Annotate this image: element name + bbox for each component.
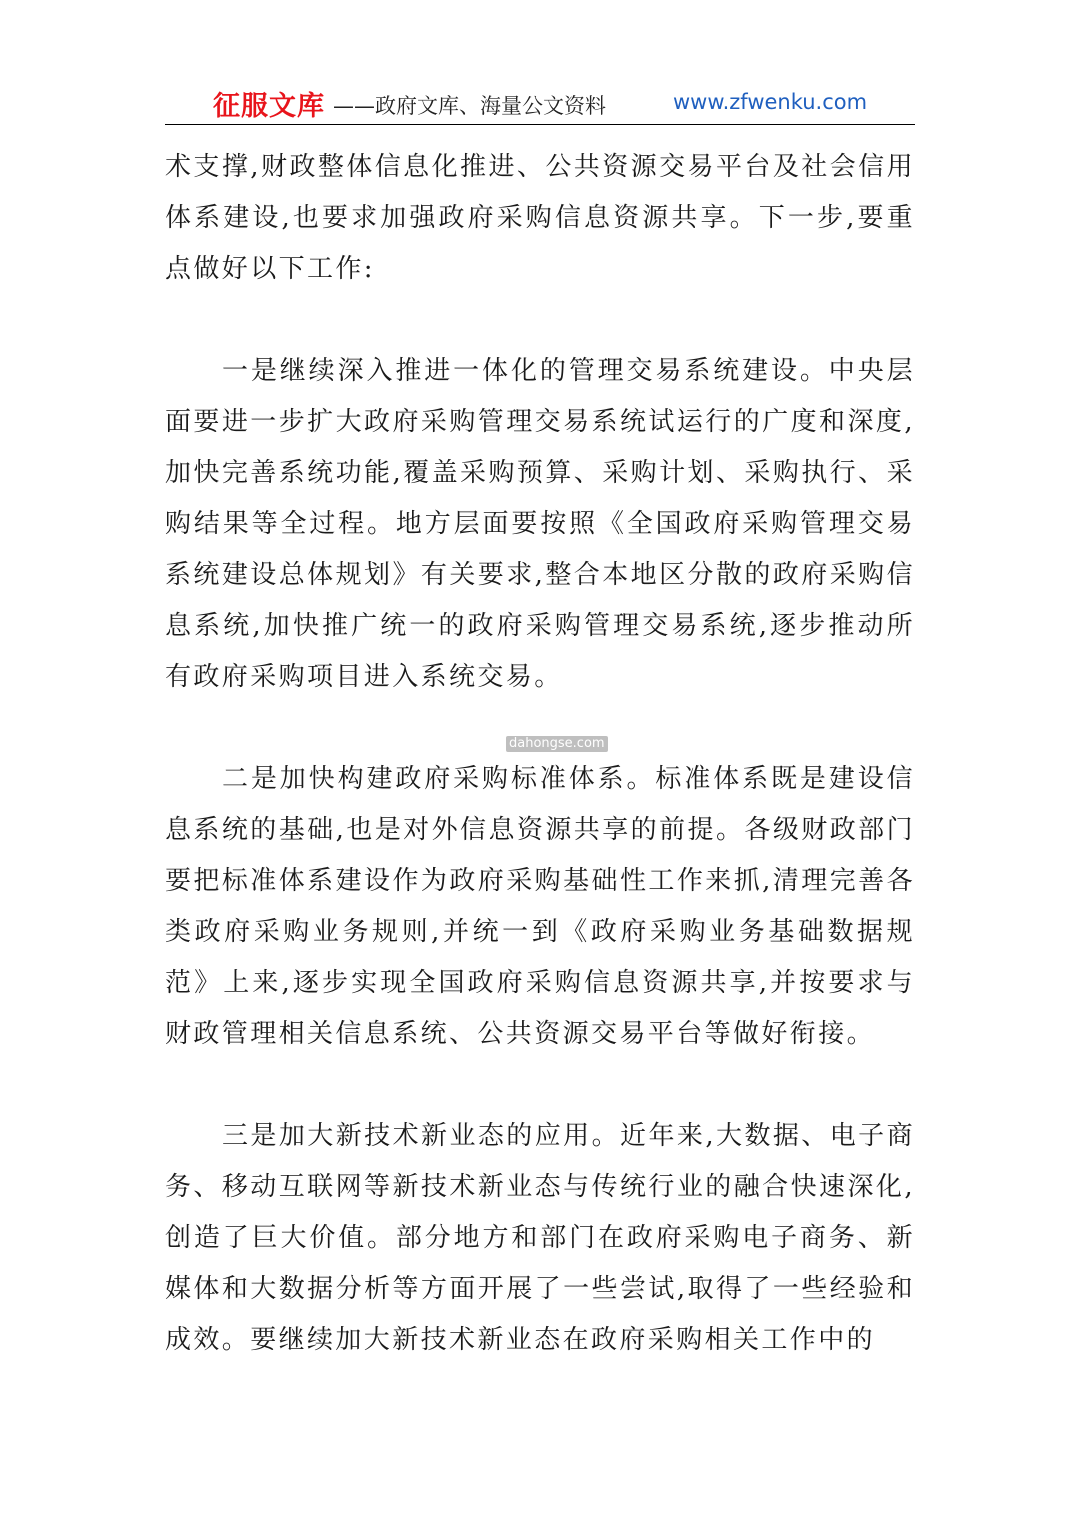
brand-logo: 征服文库 [213, 91, 325, 122]
site-url-link[interactable]: www.zfwenku.com [673, 90, 868, 114]
paragraph-item-two: 二是加快构建政府采购标准体系。标准体系既是建设信息系统的基础,也是对外信息资源共享的前提。各级财政部门要把标准体系建设作为政府采购基础性工作来抓,清理完善各类政府采购业务规则,并统一到《政府采购业务基础数据规范》上来,逐步实现全国政府采购信息资源共享,并按要求与财政管理相关信息系统、公共资源交易平台等做好衔接。 [165, 764, 915, 1049]
paragraph-item-three: 三是加大新技术新业态的应用。近年来,大数据、电子商务、移动互联网等新技术新业态与传统行业的融合快速深化,创造了巨大价值。部分地方和部门在政府采购电子商务、新媒体和大数据分析等方面开展了一些尝试,取得了一些经验和成效。要继续加大新技术新业态在政府采购相关工作中的 [165, 1121, 915, 1355]
header-tagline: ——政府文库、海量公文资料 [333, 94, 606, 118]
watermark-label: dahongse.com [506, 736, 608, 752]
header-divider [165, 124, 915, 125]
paragraph-continuation: 术支撑,财政整体信息化推进、公共资源交易平台及社会信用体系建设,也要求加强政府采购信息资源共享。下一步,要重点做好以下工作: [165, 152, 915, 284]
page-header [165, 78, 915, 124]
paragraph-item-one: 一是继续深入推进一体化的管理交易系统建设。中央层面要进一步扩大政府采购管理交易系统试运行的广度和深度,加快完善系统功能,覆盖采购预算、采购计划、采购执行、采购结果等全过程。地方层面要按照《全国政府采购管理交易系统建设总体规划》有关要求,整合本地区分散的政府采购信息系统,加快推广统一的政府采购管理交易系统,逐步推动所有政府采购项目进入系统交易。 [165, 356, 915, 692]
document-body [165, 142, 915, 1366]
